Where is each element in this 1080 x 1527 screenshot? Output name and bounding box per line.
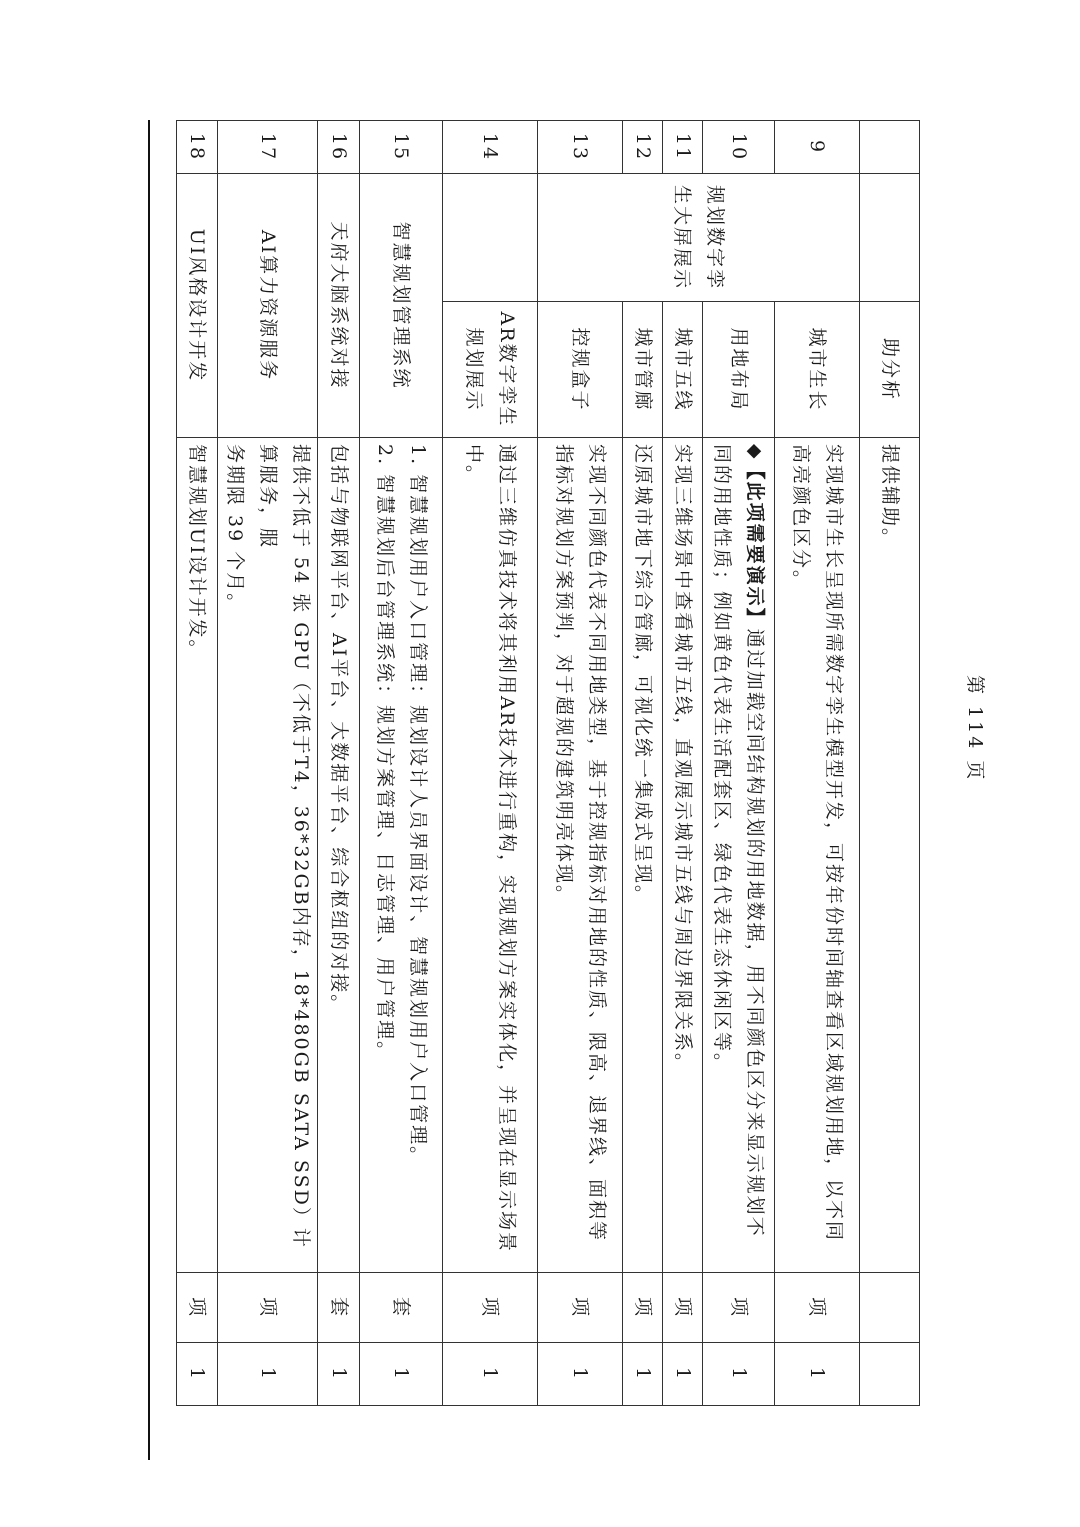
sub-item-name: AR数字孪生规划展示: [443, 302, 538, 438]
quantity: 1: [318, 1343, 360, 1406]
item-description: 通过三维仿真技术将其利用AR技术进行重构，实现规划方案实体化，并呈现在显示场景 中。: [443, 438, 538, 1273]
quantity: 1: [538, 1343, 623, 1406]
row-number: 10: [703, 121, 775, 174]
quantity: 1: [775, 1343, 860, 1406]
unit: 项: [703, 1273, 775, 1343]
unit: 项: [443, 1273, 538, 1343]
table-row: [443, 121, 538, 1406]
row-number: 11: [663, 121, 703, 174]
item-description: 包括与物联网平台、AI平台、大数据平台、综合枢纽的对接。: [318, 438, 360, 1273]
row-number: [860, 121, 920, 174]
row-number: 18: [177, 121, 218, 174]
unit: 项: [538, 1273, 623, 1343]
table-row: [623, 121, 663, 1406]
unit: [860, 1273, 920, 1343]
page-number: 第 114 页: [964, 675, 986, 783]
item-description: ◆【此项需要演示】通过加载空间结构规划的用地数据，用不同颜色区分来显示规划不 同的用地性质；例如黄色代表生活配套区、绿色代表生态休闲区等。: [703, 438, 775, 1273]
item-description: 实现城市生长呈现所需数字孪生模型开发，可按年份时间轴查看区域规划用地，以不同 高亮颜色区分。: [775, 438, 860, 1273]
sub-item-name: 助分析: [860, 302, 920, 438]
quantity: [860, 1343, 920, 1406]
sub-item-name: 控规盒子: [538, 302, 623, 438]
rotated-page: [150, 120, 986, 1450]
quantity: 1: [177, 1343, 218, 1406]
table-row: [775, 121, 860, 1406]
item-name: [443, 174, 538, 302]
quantity: 1: [663, 1343, 703, 1406]
requirements-table: [176, 120, 920, 1406]
unit: 套: [318, 1273, 360, 1343]
item-description: 提供辅助。: [860, 438, 920, 1273]
table-row: [177, 121, 218, 1406]
unit: 项: [177, 1273, 218, 1343]
item-description: 提供不低于 54 张 GPU（不低于T4，36*32GB内存，18*480GB SATA SSD）计算服务，服 务期限 39 个月。: [218, 438, 318, 1273]
item-name: [860, 174, 920, 302]
sub-item-name: 城市生长: [775, 302, 860, 438]
item-description: 智慧规划UI设计开发。: [177, 438, 218, 1273]
table-row: [538, 121, 623, 1406]
item-name: UI风格设计开发: [177, 174, 218, 438]
item-description: 实现不同颜色代表不同用地类型，基于控规指标对用地的性质、限高、退界线、面积等 指标对规划方案预判，对于超规的建筑明亮体现。: [538, 438, 623, 1273]
table-row: [860, 121, 920, 1406]
row-number: 17: [218, 121, 318, 174]
quantity: 1: [623, 1343, 663, 1406]
table-row: [703, 121, 775, 1406]
table-row: [360, 121, 443, 1406]
sub-item-name: 用地布局: [703, 302, 775, 438]
unit: 套: [360, 1273, 443, 1343]
quantity: 1: [443, 1343, 538, 1406]
item-description: 实现三维场景中查看城市五线，直观展示城市五线与周边界限关系。: [663, 438, 703, 1273]
sub-item-name: 城市管廊: [623, 302, 663, 438]
row-number: 16: [318, 121, 360, 174]
row-number: 14: [443, 121, 538, 174]
item-description: 还原城市地下综合管廊，可视化统一集成式呈现。: [623, 438, 663, 1273]
row-number: 15: [360, 121, 443, 174]
group-name: 规划数字孪生大屏展示: [538, 174, 860, 302]
sub-item-name: 城市五线: [663, 302, 703, 438]
item-name: AI算力资源服务: [218, 174, 318, 438]
unit: 项: [623, 1273, 663, 1343]
row-number: 9: [775, 121, 860, 174]
item-description: 1. 智慧规划用户入口管理：规划设计人员界面设计、智慧规划用户入口管理。 2. 智慧规划后台管理系统：规划方案管理、日志管理、用户管理。: [360, 438, 443, 1273]
item-name: 天府大脑系统对接: [318, 174, 360, 438]
table-row: [318, 121, 360, 1406]
quantity: 1: [218, 1343, 318, 1406]
quantity: 1: [360, 1343, 443, 1406]
row-number: 13: [538, 121, 623, 174]
header-rule: [148, 120, 150, 1460]
unit: 项: [663, 1273, 703, 1343]
item-name: 智慧规划管理系统: [360, 174, 443, 438]
table-row: [218, 121, 318, 1406]
row-number: 12: [623, 121, 663, 174]
unit: 项: [218, 1273, 318, 1343]
demo-required-highlight: ◆【此项需要演示】: [744, 444, 767, 629]
unit: 项: [775, 1273, 860, 1343]
table-row: [663, 121, 703, 1406]
quantity: 1: [703, 1343, 775, 1406]
